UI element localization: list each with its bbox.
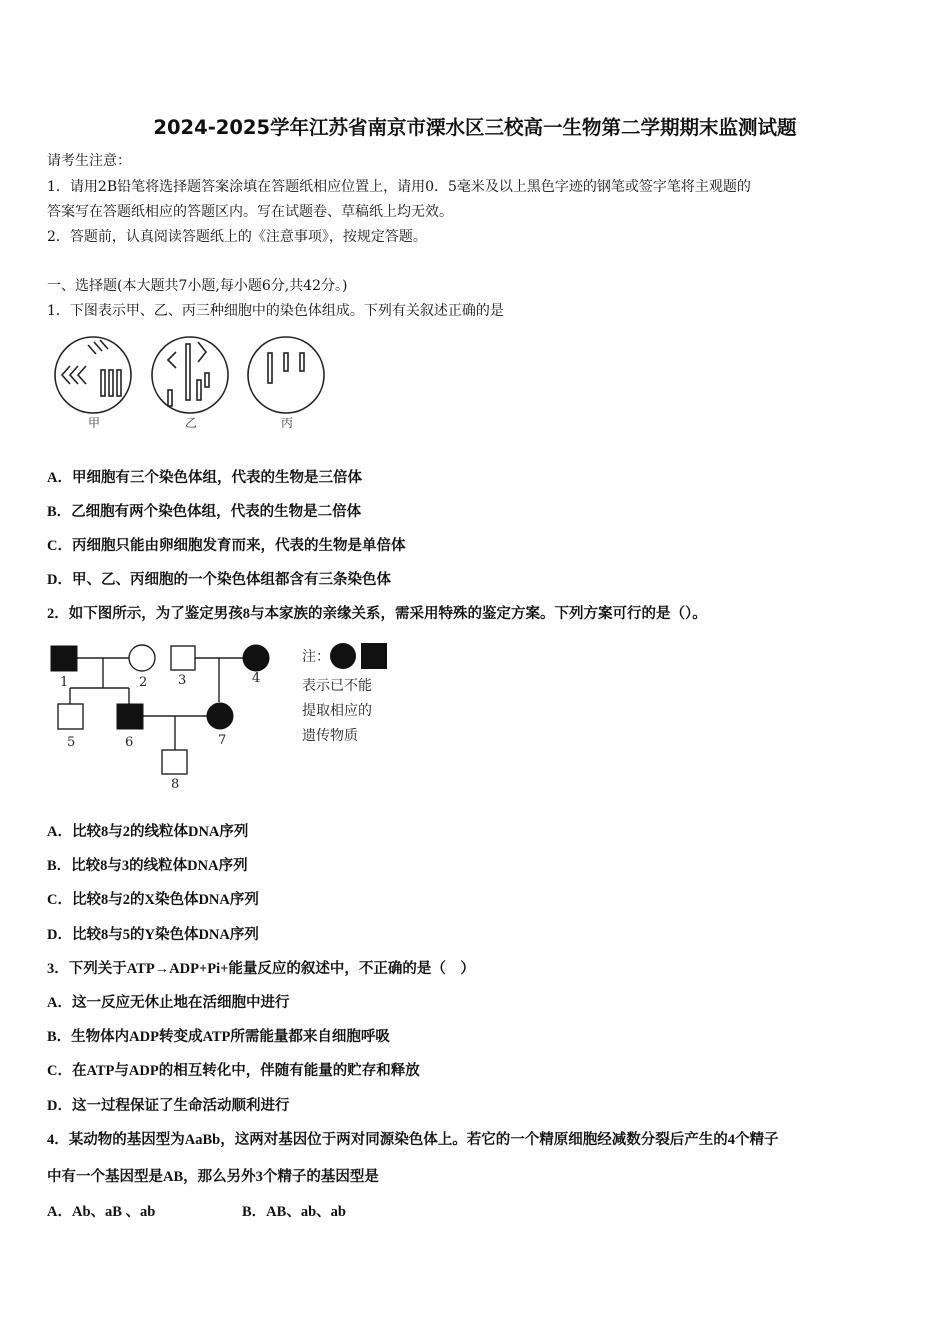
q1-cell-figure — [50, 330, 335, 440]
pedigree-individual-5 — [58, 704, 83, 729]
notice-item-1-line-2: 答案写在答题纸相应的答题区内。写在试题卷、草稿纸上均无效。 — [47, 204, 453, 220]
legend-affected-female — [330, 643, 356, 669]
q4-option-a: A．Ab、aB 、ab — [47, 1204, 156, 1220]
cell-bing — [248, 337, 324, 413]
q2-pedigree-figure — [45, 638, 405, 798]
cell-jia — [55, 337, 131, 413]
legend-affected-male — [361, 643, 387, 669]
pedigree-note-line-3: 遗传物质 — [302, 728, 358, 744]
pedigree-individual-6 — [117, 704, 143, 729]
q1-option-c: C．丙细胞只能由卵细胞发育而来，代表的生物是单倍体 — [47, 538, 406, 554]
pedigree-individual-8 — [162, 750, 187, 774]
pedigree-individual-4 — [243, 645, 269, 671]
pedigree-number-1: 1 — [60, 675, 69, 690]
q2-option-a: A．比较8与2的线粒体DNA序列 — [47, 824, 249, 840]
q3-option-d: D．这一过程保证了生命活动顺利进行 — [47, 1098, 290, 1114]
q2-stem: 2．如下图所示，为了鉴定男孩8与本家族的亲缘关系，需采用特殊的鉴定方案。下列方案可行的是（）。 — [47, 606, 707, 622]
pedigree-note-line-2: 提取相应的 — [302, 703, 372, 719]
pedigree-number-3: 3 — [178, 673, 187, 688]
q1-option-b: B．乙细胞有两个染色体组，代表的生物是二倍体 — [47, 504, 362, 520]
q1-stem: 1．下图表示甲、乙、丙三种细胞中的染色体组成。下列有关叙述正确的是 — [47, 303, 504, 319]
q4-option-b: B．AB、ab、ab — [242, 1204, 346, 1220]
pedigree-number-8: 8 — [171, 777, 180, 792]
pedigree-number-6: 6 — [125, 735, 134, 750]
notice-item-2: 2．答题前，认真阅读答题纸上的《注意事项》，按规定答题。 — [47, 229, 427, 245]
notice-heading: 请考生注意： — [47, 153, 131, 169]
pedigree-number-5: 5 — [67, 735, 76, 750]
q3-stem: 3．下列关于ATP→ADP+Pi+能量反应的叙述中，不正确的是（ ） — [47, 961, 475, 977]
pedigree-individual-3 — [171, 646, 195, 670]
page-title: 2024-2025学年江苏省南京市溧水区三校高一生物第二学期期末监测试题 — [153, 116, 797, 139]
q3-option-c: C．在ATP与ADP的相互转化中，伴随有能量的贮存和释放 — [47, 1063, 420, 1079]
q1-option-a: A．甲细胞有三个染色体组，代表的生物是三倍体 — [47, 470, 362, 486]
pedigree-individual-7 — [207, 703, 233, 729]
pedigree-individual-2 — [129, 645, 155, 671]
pedigree-number-4: 4 — [252, 671, 261, 686]
q4-stem-line-1: 4．某动物的基因型为AaBb，这两对基因位于两对同源染色体上。若它的一个精原细胞经减数分裂后产生的4个精子 — [47, 1132, 779, 1148]
pedigree-individual-1 — [51, 646, 77, 671]
q2-option-c: C．比较8与2的X染色体DNA序列 — [47, 892, 259, 908]
q1-option-d: D．甲、乙、丙细胞的一个染色体组都含有三条染色体 — [47, 572, 391, 588]
q2-option-b: B．比较8与3的线粒体DNA序列 — [47, 858, 248, 874]
cell-label-jia: 甲 — [88, 416, 101, 430]
q3-option-b: B．生物体内ADP转变成ATP所需能量都来自细胞呼吸 — [47, 1029, 390, 1045]
cell-label-bing: 丙 — [281, 416, 294, 430]
q2-option-d: D．比较8与5的Y染色体DNA序列 — [47, 927, 259, 943]
cell-yi — [152, 337, 228, 413]
pedigree-note-prefix: 注： — [302, 649, 330, 665]
q4-stem-line-2: 中有一个基因型是AB，那么另外3个精子的基因型是 — [47, 1169, 379, 1185]
pedigree-number-2: 2 — [139, 675, 148, 690]
notice-item-1-line-1: 1．请用2B铅笔将选择题答案涂填在答题纸相应位置上，请用0．5毫米及以上黑色字迹的钢笔或签字笔将主观题的 — [47, 179, 751, 195]
section-heading: 一、选择题(本大题共7小题,每小题6分,共42分。) — [47, 278, 348, 294]
cell-label-yi: 乙 — [185, 416, 198, 430]
q3-option-a: A．这一反应无休止地在活细胞中进行 — [47, 995, 290, 1011]
pedigree-number-7: 7 — [218, 733, 227, 748]
pedigree-note-line-1: 表示已不能 — [302, 678, 372, 694]
